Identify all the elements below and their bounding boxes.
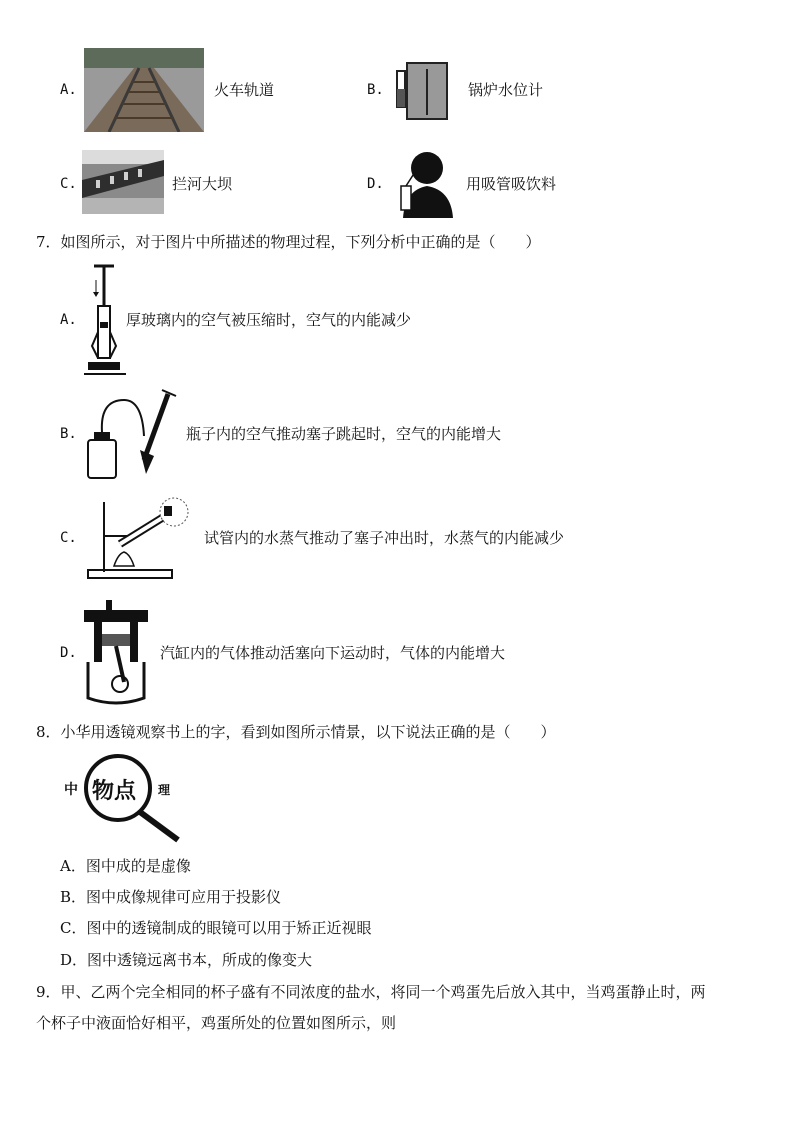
q7-option-b-text: 瓶子内的空气推动塞子跳起时，空气的内能增大 [186,425,502,443]
air-compression-cylinder-image [82,262,128,378]
q7-option-b-letter: B. [60,426,77,442]
q6-option-a-letter: A. [60,82,77,98]
engine-cylinder-image [80,598,152,708]
railway-track-image [84,48,204,132]
q8-stem: 8．小华用透镜观察书上的字，看到如图所示情景，以下说法正确的是（ ） [36,723,556,741]
q6-option-a-text: 火车轨道 [214,81,275,99]
boiler-water-gauge-image [389,55,459,125]
magnifier-right-char: 理 [158,783,171,797]
q8-option-b: B．图中成像规律可应用于投影仪 [60,888,282,906]
q8-option-c: C．图中的透镜制成的眼镜可以用于矫正近视眼 [60,919,372,937]
q7-option-c-letter: C. [60,530,77,546]
q6-option-d-text: 用吸管吸饮料 [466,175,557,193]
magnifier-left-char: 中 [64,782,78,798]
q6-option-b-text: 锅炉水位计 [468,81,544,99]
bottle-pump-image [84,386,180,482]
q7-option-d-letter: D. [60,645,77,661]
q7-option-a-letter: A. [60,312,77,328]
q9-stem-line1: 9．甲、乙两个完全相同的杯子盛有不同浓度的盐水，将同一个鸡蛋先后放入其中，当鸡蛋静止时，两 [36,983,706,1001]
test-tube-steam-image [84,492,194,584]
q7-option-a-text: 厚玻璃内的空气被压缩时，空气的内能减少 [126,311,412,329]
q8-option-a: A．图中成的是虚像 [60,857,191,875]
q6-option-c-letter: C. [60,176,77,192]
drinking-straw-image [389,146,457,218]
q6-option-b-letter: B. [367,82,384,98]
q9-stem-line2: 个杯子中液面恰好相平，鸡蛋所处的位置如图所示，则 [36,1014,397,1032]
q7-stem: 7．如图所示，对于图片中所描述的物理过程，下列分析中正确的是（ ） [36,233,541,251]
q6-option-c-text: 拦河大坝 [172,175,233,193]
river-dam-image [82,150,164,214]
q8-option-d: D．图中透镜远离书本，所成的像变大 [60,951,313,969]
q7-option-c-text: 试管内的水蒸气推动了塞子冲出时，水蒸气的内能减少 [204,529,565,547]
magnifier-lens-chars: 物点 [92,779,137,804]
magnifier-figure [60,752,188,846]
q7-option-d-text: 汽缸内的气体推动活塞向下运动时，气体的内能增大 [160,644,506,662]
q6-option-d-letter: D. [367,176,384,192]
